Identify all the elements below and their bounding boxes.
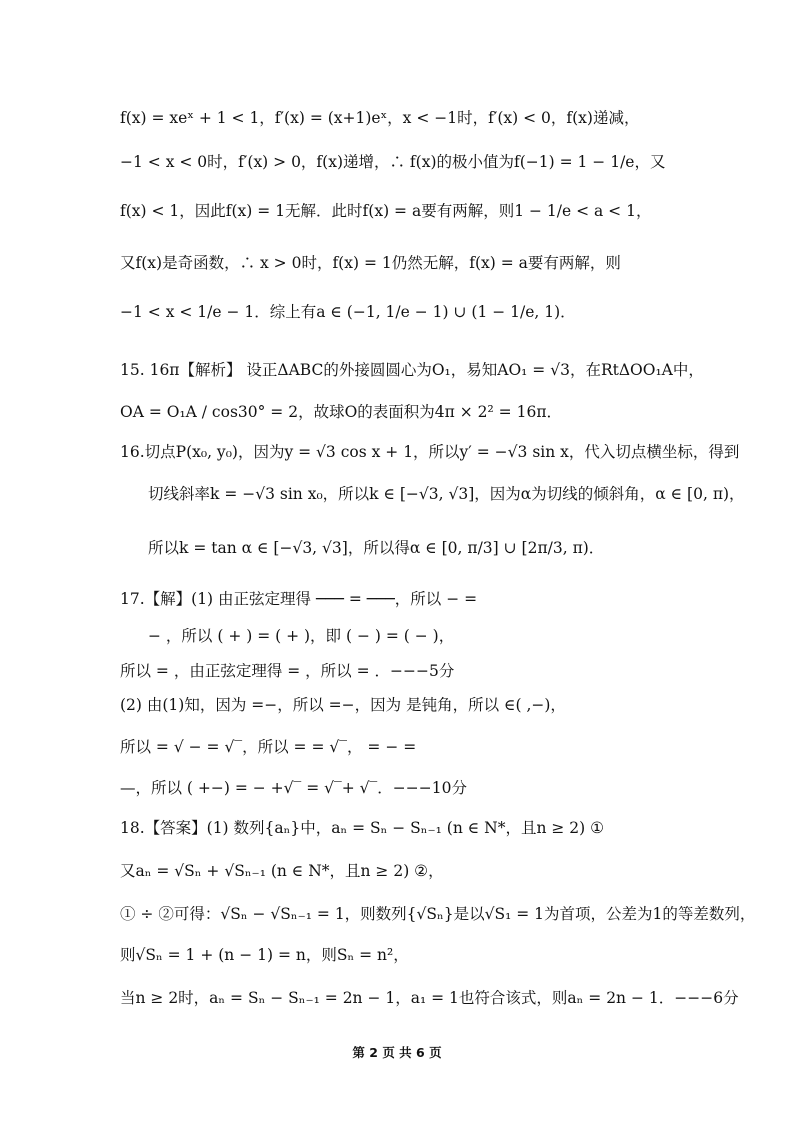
- text-line: 又aₙ = √Sₙ + √Sₙ₋₁ (n ∈ N*，且n ≥ 2) ②，: [120, 862, 444, 880]
- text-line: f(x) < 1，因此f(x) = 1无解．此时f(x) = a要有两解，则1 − 1/e < a < 1，: [120, 202, 652, 220]
- text-line: f(x) = xeˣ + 1 < 1，f′(x) = (x+1)eˣ，x < −1时，f′(x) < 0，f(x)递减，: [120, 109, 640, 127]
- text-line: −1 < x < 1/e − 1．综上有a ∈ (−1, 1/e − 1) ∪ (1 − 1/e, 1)．: [120, 303, 576, 321]
- text-line: 17.【解】(1) 由正弦定理得 ─── = ───，所以 − =: [120, 590, 478, 608]
- text-line: 18.【答案】(1) 数列{aₙ}中，aₙ = Sₙ − Sₙ₋₁ (n ∈ N*，且n ≥ 2) ①: [120, 819, 605, 837]
- text-line: OA = O₁A / cos30° = 2，故球O的表面积为4π × 2² = 16π．: [120, 403, 563, 421]
- text-line: 则√Sₙ = 1 + (n − 1) = n，则Sₙ = n²，: [120, 946, 409, 964]
- text-line: 所以 = √ − = √‾，所以 = = √‾， = − =: [120, 738, 417, 756]
- text-line: 16.切点P(x₀, y₀)，因为y = √3 cos x + 1，所以y′ = −√3 sin x，代入切点横坐标，得到: [120, 443, 740, 461]
- text-line: 所以 = ，由正弦定理得 = ，所以 = ．−−−5分: [120, 662, 455, 680]
- text-line: (2) 由(1)知，因为 =−，所以 =−，因为 是钝角，所以 ∈( ,−)，: [120, 696, 566, 714]
- page-footer: 第 2 页 共 6 页: [352, 1045, 442, 1060]
- text-line: 15. 16π【解析】 设正ΔABC的外接圆圆心为O₁，易知AO₁ = √3，在RtΔOO₁A中，: [120, 361, 704, 379]
- text-line: − ，所以 ( + ) = ( + )，即 ( − ) = ( − )，: [148, 627, 455, 645]
- text-line: −1 < x < 0时，f′(x) > 0，f(x)递增，∴ f(x)的极小值为f(−1) = 1 − 1/e，又: [120, 153, 666, 171]
- text-line: 当n ≥ 2时，aₙ = Sₙ − Sₙ₋₁ = 2n − 1，a₁ = 1也符合该式，则aₙ = 2n − 1．−−−6分: [120, 989, 739, 1007]
- text-line: 又f(x)是奇函数，∴ x > 0时，f(x) = 1仍然无解，f(x) = a要有两解，则: [120, 254, 621, 272]
- text-line: 切线斜率k = −√3 sin x₀，所以k ∈ [−√3, √3]，因为α为切线的倾斜角，α ∈ [0, π)，: [148, 485, 745, 503]
- text-line: —，所以 ( +−) = − +√‾ = √‾+ √‾．−−−10分: [120, 779, 467, 797]
- text-line: ① ÷ ②可得：√Sₙ − √Sₙ₋₁ = 1，则数列{√Sₙ}是以√S₁ = 1为首项，公差为1的等差数列，: [120, 905, 756, 923]
- text-line: 所以k = tan α ∈ [−√3, √3]，所以得α ∈ [0, π/3] ∪ [2π/3, π)．: [148, 539, 605, 557]
